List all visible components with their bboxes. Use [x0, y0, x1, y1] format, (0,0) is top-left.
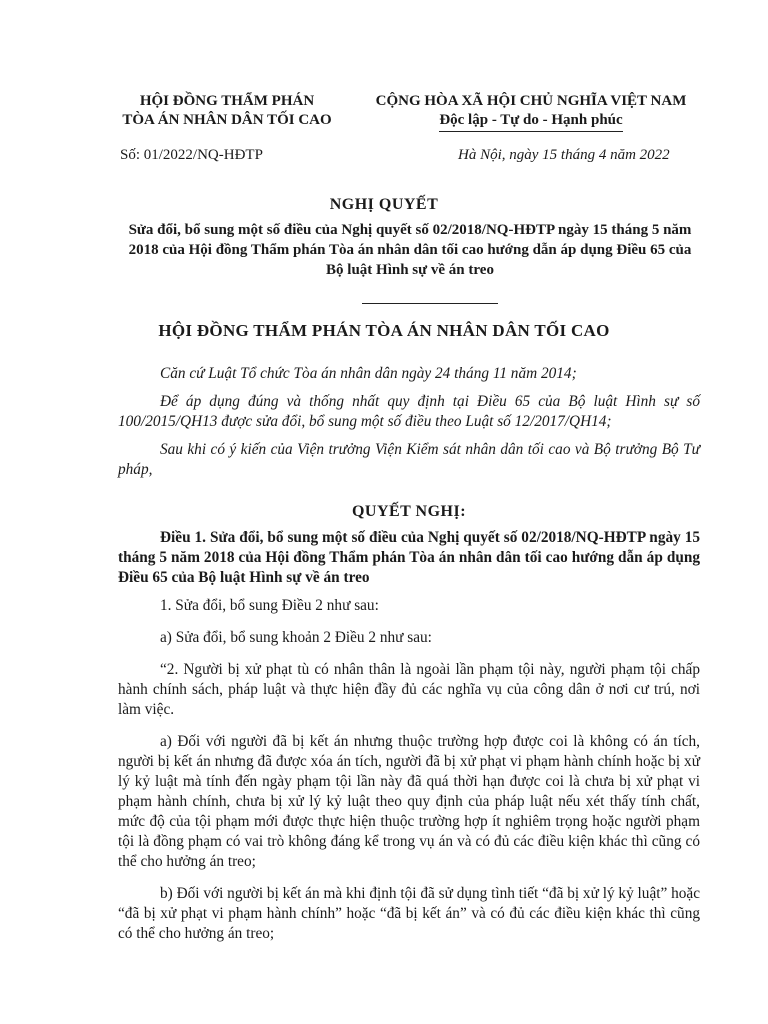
national-heading — [356, 92, 706, 132]
document-body — [118, 364, 700, 956]
council-heading: HỘI ĐỒNG THẨM PHÁN TÒA ÁN NHÂN DÂN TỐI CAO — [158, 321, 610, 340]
authority-line-1: HỘI ĐỒNG THẨM PHÁN — [139, 93, 315, 109]
document-title: NGHỊ QUYẾT — [329, 196, 439, 213]
body-paragraph: “2. Người bị xử phạt tù có nhân thân là ngoài lần phạm tội này, người phạm tội chấp hành chính sách, pháp luật và thực hiện đầy đủ các nghĩa vụ của công dân ở nơi cư trú, nơi làm việc. — [118, 661, 700, 718]
authority-line-2: TÒA ÁN NHÂN DÂN TỐI CAO — [122, 112, 332, 128]
preamble-clause: Sau khi có ý kiến của Viện trưởng Viện Kiểm sát nhân dân tối cao và Bộ trưởng Bộ Tư pháp, — [118, 441, 700, 478]
preamble-clause: Để áp dụng đúng và thống nhất quy định tại Điều 65 của Bộ luật Hình sự số 100/2015/QH13 được sửa đổi, bổ sung một số điều theo Luật số 12/2017/QH14; — [118, 393, 700, 430]
body-paragraph: b) Đối với người bị kết án mà khi định tội đã sử dụng tình tiết “đã bị xử lý kỷ luật” hoặc “đã bị xử phạt vi phạm hành chính” hoặc “đã bị kết án” và có đủ các điều kiện khác thì cũng có thể cho hưởng án treo; — [118, 885, 700, 942]
resolves-heading: QUYẾT NGHỊ: — [351, 503, 467, 520]
national-motto: Độc lập - Tự do - Hạnh phúc — [439, 111, 622, 132]
title-divider — [362, 303, 498, 304]
document-number: Số: 01/2022/NQ-HĐTP — [120, 147, 263, 163]
document-subtitle: Sửa đổi, bổ sung một số điều của Nghị quyết số 02/2018/NQ-HĐTP ngày 15 tháng 5 năm 2018 của Hội đồng Thẩm phán Tòa án nhân dân tối cao hướng dẫn áp dụng Điều 65 của Bộ luật Hình sự về án treo — [128, 222, 692, 278]
body-paragraph: 1. Sửa đổi, bổ sung Điều 2 như sau: — [160, 597, 379, 614]
issuing-authority — [98, 92, 356, 130]
body-paragraph: a) Sửa đổi, bổ sung khoản 2 Điều 2 như sau: — [160, 629, 432, 646]
article-1-heading: Điều 1. Sửa đổi, bổ sung một số điều của Nghị quyết số 02/2018/NQ-HĐTP ngày 15 tháng 5 năm 2018 của Hội đồng Thẩm phán Tòa án nhân dân tối cao hướng dẫn áp dụng Điều 65 của Bộ luật Hình sự về án treo — [118, 529, 700, 586]
document-date: Hà Nội, ngày 15 tháng 4 năm 2022 — [458, 147, 670, 163]
body-paragraph: a) Đối với người đã bị kết án nhưng thuộc trường hợp được coi là không có án tích, người bị kết án nhưng đã được xóa án tích, người đã bị xử phạt vi phạm hành chính hoặc bị xử lý kỷ luật mà tính đến ngày phạm tội lần này đã quá thời hạn được coi là chưa bị xử phạt vi phạm hành chính, chưa bị xử lý kỷ luật theo quy định của pháp luật nếu xét thấy tính chất, mức độ của tội phạm mới được thực hiện thuộc trường hợp ít nghiêm trọng hoặc người phạm tội là đồng phạm có vai trò không đáng kể trong vụ án và có đủ các điều kiện khác thì cũng có thể cho hưởng án treo; — [118, 733, 700, 870]
country-name: CỘNG HÒA XÃ HỘI CHỦ NGHĨA VIỆT NAM — [375, 93, 687, 109]
preamble-clause: Căn cứ Luật Tổ chức Tòa án nhân dân ngày 24 tháng 11 năm 2014; — [160, 365, 577, 382]
